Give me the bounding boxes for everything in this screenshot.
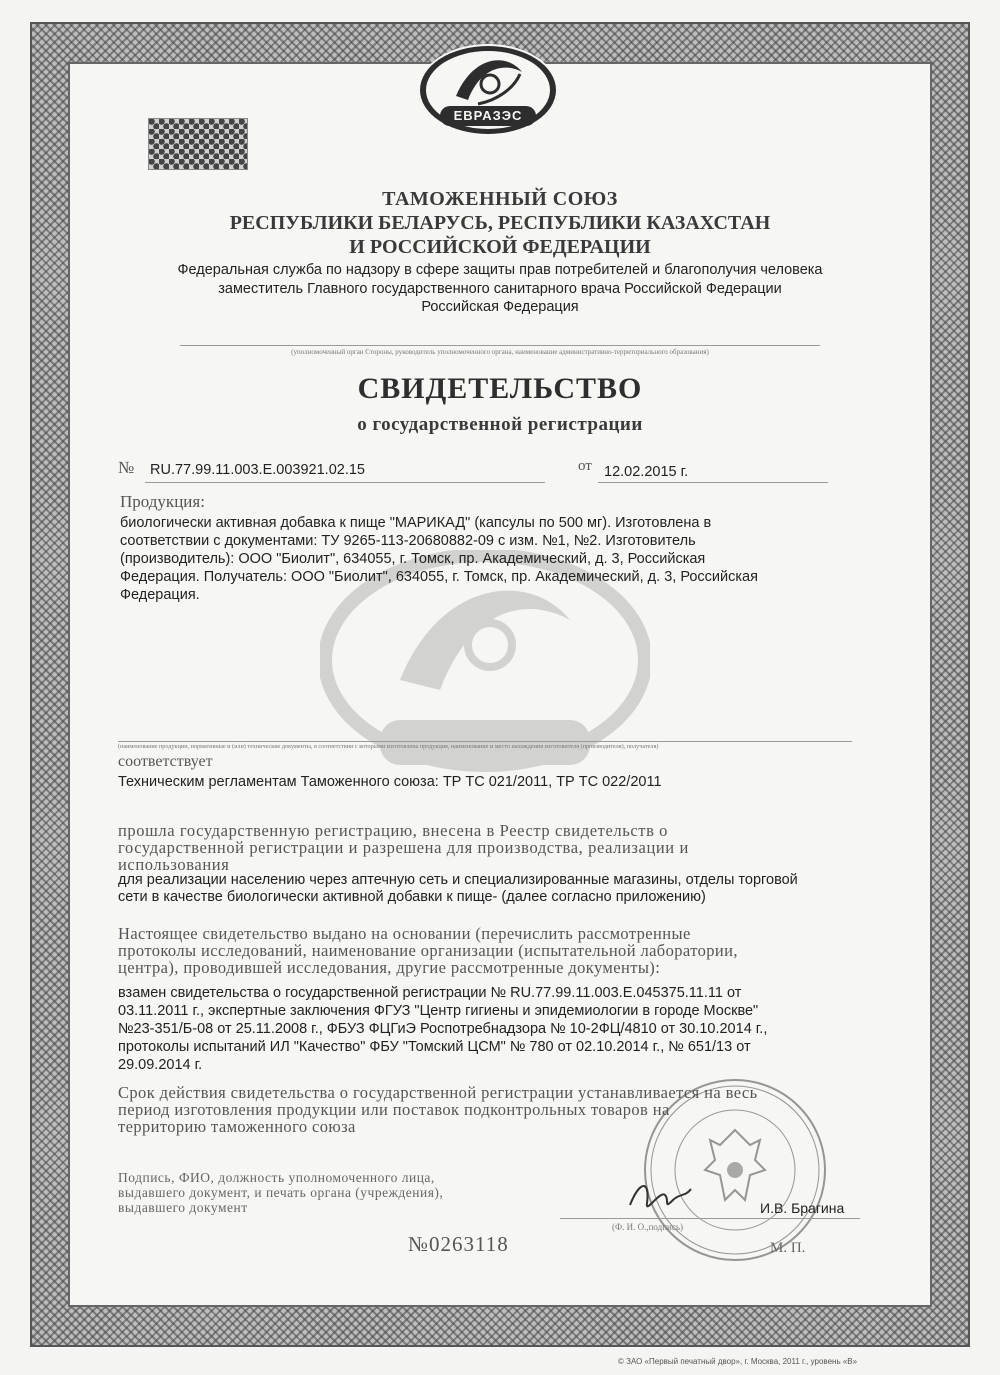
registration-statement — [118, 822, 858, 873]
number-sign: № — [118, 458, 135, 477]
union-title-line1: ТАМОЖЕННЫЙ СОЮЗ — [382, 188, 618, 210]
fio-caption: (Ф. И. О.,подпись) — [612, 1222, 683, 1232]
date-underline — [598, 482, 828, 483]
certificate-title: СВИДЕТЕЛЬСТВО — [357, 372, 643, 405]
product-line: Федерация. — [120, 587, 200, 603]
statement-line: использования — [118, 855, 230, 874]
signature-label-line: выдавшего документ, и печать органа (учреждения), — [118, 1185, 444, 1200]
product-line: (производитель): ООО "Биолит", 634055, г. Томск, пр. Академический, д. 3, Российская — [120, 551, 706, 567]
product-caption: (наименование продукции, нормативные и (или) технические документы, в соответствии с которыми изготовлена продукция, наименование и место нахождения изготовителя (производителя), получателя) — [118, 743, 659, 750]
certificate-subtitle: о государственной регистрации — [357, 414, 643, 435]
union-title-line3: И РОССИЙСКОЙ ФЕДЕРАЦИИ — [349, 236, 651, 258]
authority-line1: Федеральная служба по надзору в сфере защиты прав потребителей и благополучия человека — [177, 262, 823, 278]
basis-doc-line: 29.09.2014 г. — [118, 1057, 203, 1073]
date-label: от — [578, 458, 592, 474]
basis-line: центра), проводившей исследования, другие рассмотренные документы): — [118, 958, 661, 977]
product-line: соответствии с документами: ТУ 9265-113-20680882-09 с изм. №1, №2. Изготовитель — [120, 533, 696, 549]
basis-doc-line: протоколы испытаний ИЛ "Качество" ФБУ "Томский ЦСМ" № 780 от 02.10.2014 г., № 651/13 от — [118, 1039, 751, 1055]
validity-line: Срок действия свидетельства о государственной регистрации устанавливается на весь — [118, 1083, 758, 1102]
basis-doc-line: №23-351/Б-08 от 25.11.2008 г., ФБУЗ ФЦГиЭ Роспотребнадзора № 10-2ФЦ/4810 от 30.10.2014 г., — [118, 1021, 768, 1037]
signature-label — [118, 1170, 443, 1215]
validity-line: период изготовления продукции или поставок подконтрольных товаров на — [118, 1100, 670, 1119]
usage-scope — [118, 872, 888, 906]
authority-line2: заместитель Главного государственного санитарного врача Российской Федерации — [218, 281, 782, 297]
basis-line: Настоящее свидетельство выдано на основании (перечислить рассмотренные — [118, 924, 691, 943]
logo-text: ЕВРАЗЭС — [453, 108, 523, 123]
registration-number: RU.77.99.11.003.Е.003921.02.15 — [150, 462, 365, 478]
product-line: биологически активная добавка к пище "МАРИКАД" (капсулы по 500 мг). Изготовлена в — [120, 515, 712, 531]
seal-place: М. П. — [770, 1240, 806, 1256]
number-underline — [145, 482, 545, 483]
usage-line: сети в качестве биологически активной добавки к пище- (далее согласно приложению) — [118, 889, 706, 905]
statement-line: государственной регистрации и разрешена для производства, реализации и — [118, 838, 689, 857]
basis-doc-line: взамен свидетельства о государственной регистрации № RU.77.99.11.003.Е.045375.11.11 от — [118, 985, 742, 1001]
signature-label-line: Подпись, ФИО, должность уполномоченного лица, — [118, 1170, 435, 1185]
handwritten-signature-icon — [625, 1175, 695, 1220]
registration-date: 12.02.2015 г. — [604, 464, 689, 480]
form-number: №0263118 — [408, 1232, 509, 1256]
signature-underline — [560, 1218, 860, 1219]
logo — [418, 44, 558, 136]
authority-caption: (уполномоченный орган Стороны, руководитель уполномоченного органа, наименование административно-территориального образования) — [291, 348, 709, 356]
basis-doc-line: 03.11.2011 г., экспертные заключения ФГУЗ "Центр гигиены и эпидемиологии в городе Москве" — [118, 1003, 759, 1019]
union-title-line2: РЕСПУБЛИКИ БЕЛАРУСЬ, РЕСПУБЛИКИ КАЗАХСТАН — [229, 212, 771, 234]
security-pattern — [148, 118, 248, 170]
usage-line: для реализации населению через аптечную сеть и специализированные магазины, отделы торговой — [118, 872, 798, 888]
authority-line3: Российская Федерация — [421, 299, 579, 315]
product-line: Федерация. Получатель: ООО "Биолит", 634055, г. Томск, пр. Академический, д. 3, Российская — [120, 569, 758, 585]
printer-note: © ЗАО «Первый печатный двор», г. Москва, 2011 г., уровень «В» — [618, 1357, 858, 1366]
basis-line: протоколы исследований, наименование организации (испытательной лаборатории, — [118, 941, 738, 960]
signature-label-line: выдавшего документ — [118, 1200, 248, 1215]
product-label: Продукция: — [120, 492, 205, 511]
basis-documents — [118, 984, 878, 1074]
validity-line: территорию таможенного союза — [118, 1117, 356, 1136]
product-underline — [118, 741, 852, 742]
basis-statement — [118, 925, 858, 976]
statement-line: прошла государственную регистрацию, внесена в Реестр свидетельств о — [118, 821, 669, 840]
conformity-text: Техническим регламентам Таможенного союза: ТР ТС 021/2011, ТР ТС 022/2011 — [118, 774, 662, 790]
signer-name: И.В. Брагина — [760, 1200, 845, 1216]
conformity-label: соответствует — [118, 753, 213, 770]
authority-underline — [180, 345, 820, 346]
official-seal-icon — [640, 1075, 830, 1265]
product-description — [120, 514, 860, 604]
